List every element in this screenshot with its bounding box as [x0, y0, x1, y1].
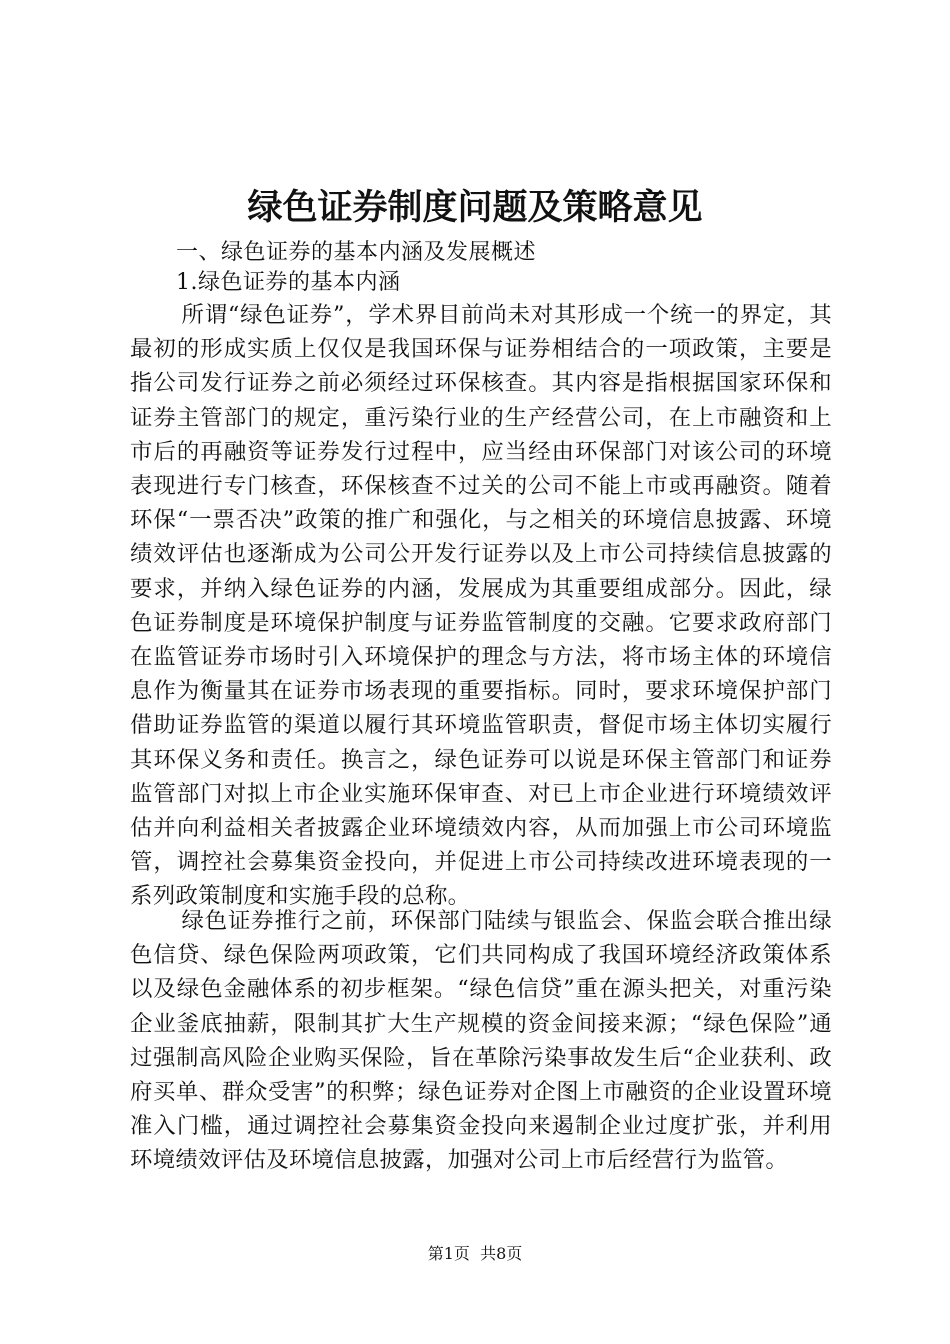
page-total: 共8页 [480, 1244, 523, 1263]
section-heading: 一、绿色证券的基本内涵及发展概述 [176, 240, 537, 265]
page-number: 第1页 [427, 1244, 470, 1263]
body-paragraph-2: 绿色证券推行之前，环保部门陆续与银监会、保监会联合推出绿色信贷、绿色保险两项政策，它们共同构成了我国环境经济政策体系以及绿色金融体系的初步框架。“绿色信贷”重在源头把关，对重污染企业釜底抽薪，限制其扩大生产规模的资金间接来源；“绿色保险”通过强制高风险企业购买保险，旨在革除污染事故发生后“企业获利、政府买单、群众受害”的积弊；绿色证券对企图上市融资的企业设置环境准入门槛，通过调控社会募集资金投向来遏制企业过度扩张，并利用环境绩效评估及环境信息披露，加强对公司上市后经营行为监管。 [130, 908, 832, 1174]
body-paragraph-1: 所谓“绿色证券”，学术界目前尚未对其形成一个统一的界定，其最初的形成实质上仅仅是我国环保与证券相结合的一项政策，主要是指公司发行证券之前必须经过环保核查。其内容是指根据国家环保和证券主管部门的规定，重污染行业的生产经营公司，在上市融资和上市后的再融资等证券发行过程中，应当经由环保部门对该公司的环境表现进行专门核查，环保核查不过关的公司不能上市或再融资。随着环保“一票否决”政策的推广和强化，与之相关的环境信息披露、环境绩效评估也逐渐成为公司公开发行证券以及上市公司持续信息披露的要求，并纳入绿色证券的内涵，发展成为其重要组成部分。因此，绿色证券制度是环境保护制度与证券监管制度的交融。它要求政府部门在监管证券市场时引入环境保护的理念与方法，将市场主体的环境信息作为衡量其在证券市场表现的重要指标。同时，要求环境保护部门借助证券监管的渠道以履行其环境监管职责，督促市场主体切实履行其环保义务和责任。换言之，绿色证券可以说是环保主管部门和证券监管部门对拟上市企业实施环保审查、对已上市企业进行环境绩效评估并向利益相关者披露企业环境绩效内容，从而加强上市公司环境监管，调控社会募集资金投向，并促进上市公司持续改进环境表现的一系列政策制度和实施手段的总称。 [130, 302, 832, 910]
document-title: 绿色证券制度问题及策略意见 [247, 187, 703, 228]
page-footer [0, 1243, 950, 1265]
subsection-heading: 1.绿色证券的基本内涵 [176, 270, 401, 295]
